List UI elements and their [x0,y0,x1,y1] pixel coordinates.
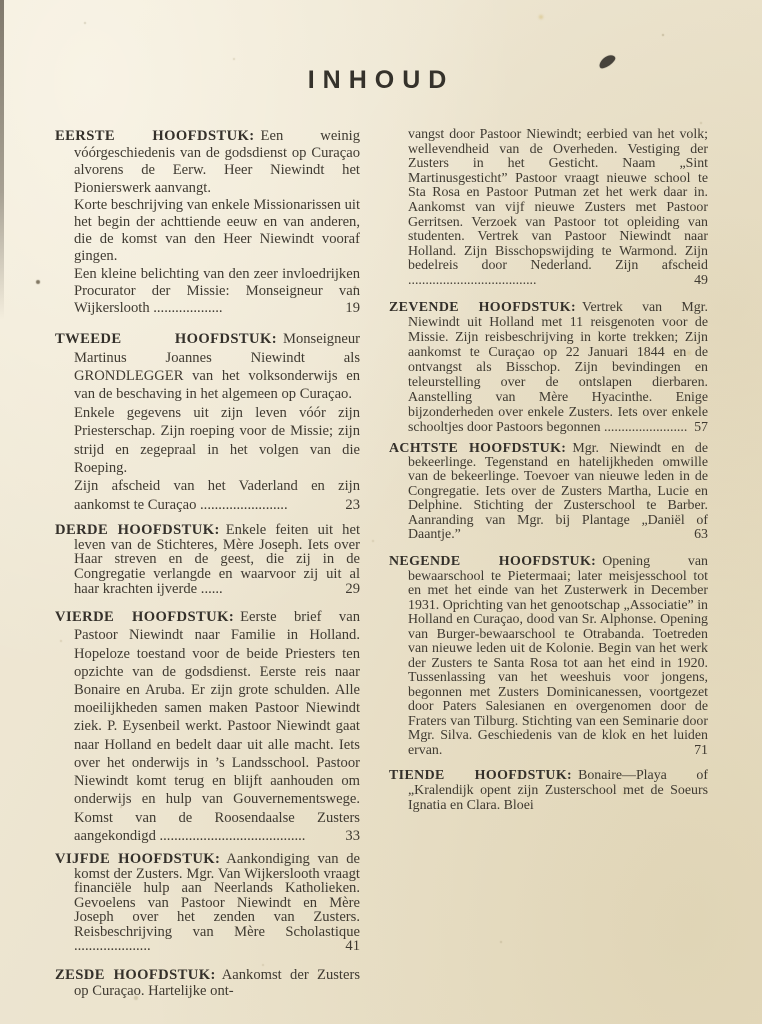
chapter-text: Aankomst der Zusters op Curaçao. Hartelijke ont- [74,967,360,999]
chapter-heading: VIERDE HOOFDSTUK: [55,609,235,626]
toc-entry-derde [55,523,360,596]
chapter-paragraph [55,852,360,954]
chapter-paragraph [389,128,708,289]
toc-entry-zesde [55,968,360,999]
chapter-heading: ZEVENDE HOOFDSTUK: [389,299,576,315]
page-number: 33 [345,827,360,844]
chapter-paragraph [55,128,360,197]
page-number: 41 [345,938,360,955]
chapter-text: Zijn afscheid van het Vaderland en zijn aankomst te Curaçao ........................ [74,478,360,513]
chapter-paragraph [55,608,360,845]
chapter-heading: ACHTSTE HOOFDSTUK: [389,440,567,456]
chapter-heading: VIJFDE HOOFDSTUK: [55,850,221,867]
chapter-heading: TWEEDE HOOFDSTUK: [55,331,277,348]
chapter-paragraph [55,523,360,596]
toc-entry-zesde-continued [389,128,708,289]
chapter-paragraph [389,768,708,813]
chapter-paragraph [55,197,360,266]
chapter-text: Bonaire—Playa of „Kralendijk opent zijn Zusterschool met de Soeurs Ignatia en Clara. Bloei [408,768,708,814]
toc-entry-vijfde [55,852,360,954]
chapter-heading: EERSTE HOOFDSTUK: [55,128,255,144]
chapter-heading: TIENDE HOOFDSTUK: [389,768,573,784]
toc-column-right [389,128,708,813]
chapter-heading: NEGENDE HOOFDSTUK: [389,554,597,570]
chapter-text: Aankondiging van de komst der Zusters. Mgr. Van Wijkerslooth vraagt financiële hulp aan Neerlands Katholieken. Gevoelens van Pastoor Niewindt en Mère Joseph over het zenden van Zusters. Reisbeschrijving van Mère Scholastique ..................... [74,850,360,955]
toc-entry-vierde [55,608,360,845]
chapter-text: Enkele gegevens uit zijn leven vóór zijn Priesterschap. Zijn roeping voor de Missie; zijn strijd en zegepraal in het volgen van die Roeping. [74,404,360,477]
page-number: 63 [694,526,708,542]
page-title: INHOUD [307,66,455,94]
chapter-text: Een weinig vóórgeschiedenis van de godsdienst op Curaçao alvorens de Eerw. Heer Niewindt het Pionierswerk aanvangt. [74,128,360,196]
chapter-text: Opening van bewaarschool te Pietermaai; later meisjesschool tot en met het einde van het Zusterwerk in December 1931. Oprichting van het genootschap „Associatie” in Holland en Curaçao, dood van Sr. Alphonse. Opening van Burger-bewaarschool te Otrabanda. Toetreden van nieuwe leden uit de Kolonie. Begin van het werk der Zusters te Santa Rosa tot aan het eind in 1920. Tussenlassing van het weeshuis voor jongens, begonnen met Zusters Dominicanessen, voortgezet door Paters Salesianen en overgenomen door de Fraters van Tilburg. Stichting van een Seminarie door Mgr. Silva. Geschiedenis van de klok en het luiden ervan. [408,554,708,758]
chapter-text: Eerste brief van Pastoor Niewindt naar Familie in Holland. Hopeloze toestand voor de beide Priesters ten opzichte van de godsdienst. Eerste reis naar Bonaire en Aruba. Er zijn grote schulden. Alle moeilijkheden samen maken Pastoor Niewindt ziek. P. Eysenbeil werkt. Pastoor Niewindt gaat naar Holland en bedelt daar uit alle macht. Iets over het onderwijs in ’s Landsschool. Pastoor Niewindt komt terug en blijft aanhouden om onderwijs en hulp van Gouvernementswege. Komst van de Roosendaalse Zusters aangekondigd ........................................ [74,609,360,844]
chapter-heading: DERDE HOOFDSTUK: [55,522,220,539]
page-number: 23 [345,496,360,513]
toc-entry-achtste [389,442,708,543]
chapter-text: Monseigneur Martinus Joannes Niewindt als GRONDLEGGER van het volksonderwijs en van de beschaving in het algemeen op Curaçao. [74,331,360,403]
chapter-text: Vertrek van Mgr. Niewindt uit Holland met 11 reisgenoten voor de Missie. Zijn reisbeschrijving in korte trekken; Zijn aankomst te Curaçao op 22 Januari 1844 en de ontvangst als Bisschop. Zijn bevindingen en teleurstelling over de ontslapen dierbaren. Aanstelling van Mère Hyacinthe. Enige bijzonderheden over enkele Zusters. Iets over enkele schooltjes door Pastoors begonnen ........................ [408,299,708,435]
page-number: 19 [345,300,360,317]
chapter-paragraph [55,330,360,404]
chapter-paragraph [389,555,708,758]
chapter-paragraph [389,300,708,435]
toc-entry-zevende [389,300,708,435]
chapter-heading: ZESDE HOOFDSTUK: [55,967,216,984]
toc-column-left [55,128,360,999]
chapter-text: vangst door Pastoor Niewindt; eerbied van het volk; wellevendheid van de Overheden. Vestiging der Zusters in het Gesticht. Naam „Sint Martinusgesticht” Pastoor vraagt nieuwe school te Sta Rosa en Pastoor Putman zet het werk daar in. Aankomst van vijf nieuwe Zusters met Pastoor Gerritsen. Verzoek van Pastoor tot opleiding van studenten. Vertrek van Pastoor Niewindt naar Holland. Zijn Bisschopswijding te Warmond. Zijn bedelreis door Nederland. Zijn afscheid ..................................... [408,127,708,288]
toc-entry-negende [389,555,708,758]
chapter-paragraph [55,404,360,478]
chapter-text: Een kleine belichting van den zeer invloedrijken Procurator der Missie: Monseigneur van Wijkerslooth ................... [74,265,360,317]
chapter-paragraph [55,266,360,318]
page-number: 29 [345,580,360,597]
chapter-paragraph [55,968,360,999]
toc-entry-tiende [389,768,708,813]
page-number: 49 [694,272,708,288]
chapter-paragraph [55,477,360,514]
chapter-text: Mgr. Niewindt en de bekeerlinge. Tegenstand en hatelijkheden omwille van de bekeerlinge. Toevoer van nieuwe leden in de Congregatie. Iets over de Zusters Martha, Lucie en Delphine. Stichting der Zusterschool te Barber. Aanranding van Mgr. bij Plantage „Daniël of Daantje.” [408,440,708,542]
paper-specks [0,0,2,2]
page-number: 71 [694,742,708,758]
chapter-paragraph [389,442,708,543]
toc-entry-tweede [55,330,360,514]
chapter-text: Enkele feiten uit het leven van de Stichteres, Mère Joseph. Iets over Haar streven en de geest, die zij in de Congregatie verlangde en waarvoor zij uit al haar krachten ijverde ...... [74,522,360,597]
toc-entry-eerste [55,128,360,317]
page-number: 57 [694,419,708,435]
chapter-text: Korte beschrijving van enkele Missionarissen uit het begin der achttiende eeuw en van anderen, die de komst van den Heer Niewindt vooraf gingen. [74,196,360,265]
page-binding-edge-shadow [0,0,4,320]
